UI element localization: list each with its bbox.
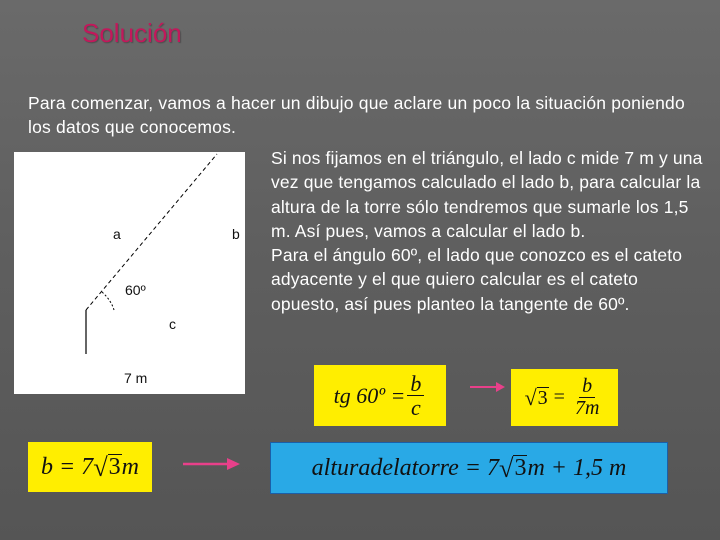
formula-tangent xyxy=(314,365,446,426)
label-base: 7 m xyxy=(124,370,148,386)
hypotenuse-a xyxy=(86,154,217,310)
formula-tower-height xyxy=(270,442,668,494)
formula-sqrt3-den: 7m xyxy=(574,397,600,419)
label-angle: 60º xyxy=(125,282,146,298)
label-height: 1,5 m xyxy=(17,324,53,340)
formula-tower-root: √ 3 xyxy=(498,452,527,483)
formula-sqrt3-fraction xyxy=(572,376,602,419)
formula-b-result xyxy=(28,442,152,492)
formula-tangent-num: b xyxy=(407,372,424,396)
formula-b-radicand: 3 xyxy=(108,453,121,480)
triangle-figure xyxy=(14,152,245,394)
explanation-paragraph-2: Para el ángulo 60º, el lado que conozco es el cateto adyacente y el que quiero calcular es el cateto opuesto, así pues planteo la tangente de 60º. xyxy=(271,245,683,314)
formula-tangent-fraction xyxy=(407,372,424,419)
formula-sqrt3-radicand: 3 xyxy=(537,386,548,409)
angle-arc xyxy=(102,292,114,310)
label-c: c xyxy=(169,316,176,332)
formula-sqrt3-num: b xyxy=(579,376,595,398)
formula-tangent-den: c xyxy=(411,395,421,420)
slide-title: Solución xyxy=(82,18,182,48)
arrow-right-icon xyxy=(470,380,506,394)
formula-b-root: √ 3 xyxy=(93,451,121,482)
explanation-paragraph-1: Si nos fijamos en el triángulo, el lado c mide 7 m y una vez que tengamos calculado el lado b, para calcular la altura de la torre sólo tendremos que sumarle los 1,5 m. Así pues, vamos a calcular el lado b. xyxy=(271,148,703,241)
formula-sqrt3-root: √ 3 xyxy=(524,384,548,410)
arrow-right-icon xyxy=(183,456,241,472)
label-a: a xyxy=(113,226,121,242)
formula-tower-lhs: alturadelatorre = 7 xyxy=(311,454,499,481)
formula-sqrt3-eq: = xyxy=(553,386,565,408)
triangle-diagram xyxy=(14,152,245,394)
formula-tower-radicand: 3 xyxy=(514,454,527,481)
formula-sqrt3 xyxy=(511,369,618,426)
formula-tower-rhs: m + 1,5 m xyxy=(527,454,627,481)
formula-b-lhs: b = 7 xyxy=(40,453,94,480)
formula-tangent-lhs: tg 60º = xyxy=(333,382,406,408)
label-b: b xyxy=(232,226,240,242)
formula-b-rhs: m xyxy=(121,453,140,480)
explanation-text xyxy=(271,146,703,316)
intro-text: Para comenzar, vamos a hacer un dibujo que aclare un poco la situación poniendo los datos que conocemos. xyxy=(28,93,685,137)
